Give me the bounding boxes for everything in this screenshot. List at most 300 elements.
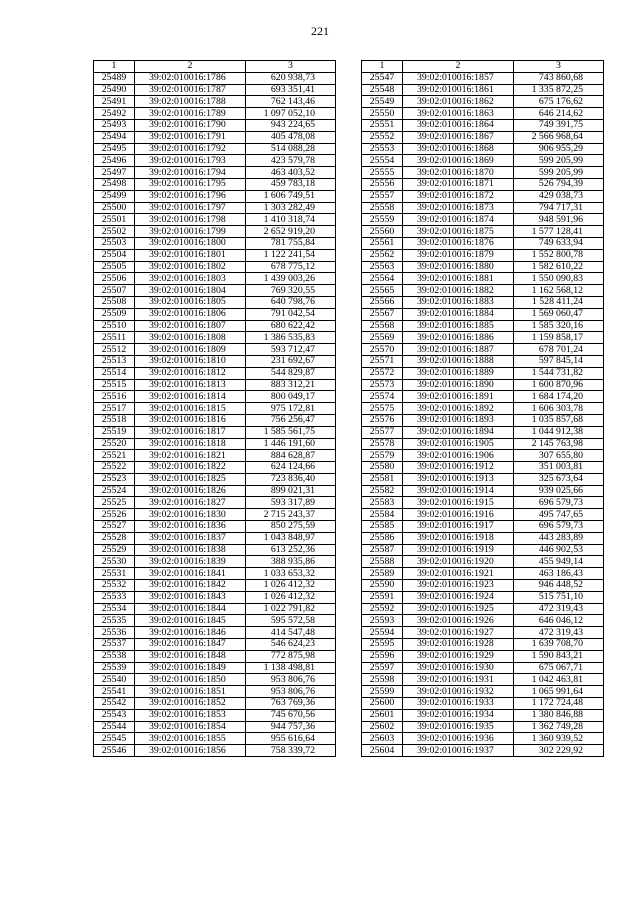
cadastral-number: 39:02:010016:1804 (135, 285, 246, 297)
cadastral-number: 39:02:010016:1905 (403, 438, 514, 450)
cadastral-number: 39:02:010016:1876 (403, 237, 514, 249)
table-row (94, 462, 336, 474)
row-number: 25501 (94, 214, 135, 226)
table-row (362, 155, 604, 167)
table-row (94, 167, 336, 179)
cadastral-number: 39:02:010016:1919 (403, 544, 514, 556)
row-number: 25551 (362, 119, 403, 131)
table-row (362, 178, 604, 190)
value-cell: 1 043 848,97 (246, 532, 336, 544)
cadastral-number: 39:02:010016:1855 (135, 733, 246, 745)
table-row (362, 131, 604, 143)
cadastral-number: 39:02:010016:1872 (403, 190, 514, 202)
value-cell: 678 701,24 (514, 344, 604, 356)
value-cell: 463 186,43 (514, 568, 604, 580)
table-row (362, 674, 604, 686)
column-header-cadastral: 2 (135, 61, 246, 73)
value-cell: 883 312,21 (246, 379, 336, 391)
value-cell: 675 176,62 (514, 96, 604, 108)
value-cell: 772 875,98 (246, 650, 336, 662)
value-cell: 526 794,39 (514, 178, 604, 190)
table-row (362, 450, 604, 462)
table-row (362, 214, 604, 226)
row-number: 25524 (94, 485, 135, 497)
table-row (362, 273, 604, 285)
value-cell: 2 145 763,98 (514, 438, 604, 450)
value-cell: 756 256,47 (246, 414, 336, 426)
table-row (362, 580, 604, 592)
cadastral-number: 39:02:010016:1932 (403, 686, 514, 698)
table-row (94, 108, 336, 120)
value-cell: 743 860,68 (514, 72, 604, 84)
cadastral-number: 39:02:010016:1935 (403, 721, 514, 733)
value-cell: 597 845,14 (514, 355, 604, 367)
value-cell: 624 124,66 (246, 462, 336, 474)
row-number: 25520 (94, 438, 135, 450)
cadastral-number: 39:02:010016:1850 (135, 674, 246, 686)
cadastral-number: 39:02:010016:1846 (135, 627, 246, 639)
table-row (362, 544, 604, 556)
row-number: 25594 (362, 627, 403, 639)
row-number: 25591 (362, 591, 403, 603)
value-cell: 1 600 870,96 (514, 379, 604, 391)
table-row (362, 721, 604, 733)
table-row (94, 532, 336, 544)
table-row (94, 745, 336, 757)
cadastral-number: 39:02:010016:1814 (135, 391, 246, 403)
table-row (362, 426, 604, 438)
table-row (94, 308, 336, 320)
table-row (94, 285, 336, 297)
value-cell: 472 319,43 (514, 627, 604, 639)
value-cell: 943 224,65 (246, 119, 336, 131)
table-row (362, 639, 604, 651)
cadastral-number: 39:02:010016:1912 (403, 462, 514, 474)
value-cell: 455 949,14 (514, 556, 604, 568)
row-number: 25539 (94, 662, 135, 674)
value-cell: 459 783,18 (246, 178, 336, 190)
value-cell: 693 351,41 (246, 84, 336, 96)
value-cell: 794 717,31 (514, 202, 604, 214)
cadastral-number: 39:02:010016:1870 (403, 167, 514, 179)
value-cell: 1 303 282,49 (246, 202, 336, 214)
table-row (362, 367, 604, 379)
value-cell: 1 044 912,38 (514, 426, 604, 438)
row-number: 25512 (94, 344, 135, 356)
row-number: 25599 (362, 686, 403, 698)
value-cell: 1 042 463,81 (514, 674, 604, 686)
value-cell: 351 003,81 (514, 462, 604, 474)
value-cell: 1 552 800,78 (514, 249, 604, 261)
table-row (94, 296, 336, 308)
cadastral-number: 39:02:010016:1826 (135, 485, 246, 497)
row-number: 25496 (94, 155, 135, 167)
row-number: 25540 (94, 674, 135, 686)
row-number: 25493 (94, 119, 135, 131)
table-row (362, 379, 604, 391)
row-number: 25535 (94, 615, 135, 627)
row-number: 25528 (94, 532, 135, 544)
value-cell: 1 162 568,12 (514, 285, 604, 297)
cadastral-number: 39:02:010016:1817 (135, 426, 246, 438)
table-row (362, 391, 604, 403)
cadastral-number: 39:02:010016:1862 (403, 96, 514, 108)
table-row (94, 237, 336, 249)
row-number: 25504 (94, 249, 135, 261)
row-number: 25593 (362, 615, 403, 627)
table-row (362, 556, 604, 568)
table-row (362, 143, 604, 155)
table-row (362, 296, 604, 308)
value-cell: 1 122 241,54 (246, 249, 336, 261)
table-row (362, 568, 604, 580)
row-number: 25502 (94, 226, 135, 238)
cadastral-number: 39:02:010016:1915 (403, 497, 514, 509)
row-number: 25492 (94, 108, 135, 120)
value-cell: 1 022 791,82 (246, 603, 336, 615)
table-row (362, 532, 604, 544)
table-row (94, 639, 336, 651)
row-number: 25545 (94, 733, 135, 745)
table-row (94, 733, 336, 745)
row-number: 25547 (362, 72, 403, 84)
row-number: 25514 (94, 367, 135, 379)
table-row (94, 485, 336, 497)
value-cell: 1 439 003,26 (246, 273, 336, 285)
cadastral-number: 39:02:010016:1815 (135, 403, 246, 415)
value-cell: 463 403,52 (246, 167, 336, 179)
cadastral-number: 39:02:010016:1879 (403, 249, 514, 261)
value-cell: 446 902,53 (514, 544, 604, 556)
table-row (94, 84, 336, 96)
row-number: 25522 (94, 462, 135, 474)
value-cell: 953 806,76 (246, 674, 336, 686)
cadastral-number: 39:02:010016:1869 (403, 155, 514, 167)
table-row (362, 84, 604, 96)
cadastral-number: 39:02:010016:1931 (403, 674, 514, 686)
table-row (94, 403, 336, 415)
value-cell: 495 747,65 (514, 509, 604, 521)
row-number: 25534 (94, 603, 135, 615)
cadastral-number: 39:02:010016:1838 (135, 544, 246, 556)
cadastral-number: 39:02:010016:1794 (135, 167, 246, 179)
cadastral-number: 39:02:010016:1868 (403, 143, 514, 155)
value-cell: 1 606 303,78 (514, 403, 604, 415)
table-row (94, 473, 336, 485)
table-row (362, 414, 604, 426)
value-cell: 675 067,71 (514, 662, 604, 674)
value-cell: 1 639 708,70 (514, 639, 604, 651)
table-row (94, 497, 336, 509)
cadastral-number: 39:02:010016:1795 (135, 178, 246, 190)
table-row (94, 568, 336, 580)
table-row (94, 391, 336, 403)
cadastral-number: 39:02:010016:1839 (135, 556, 246, 568)
table-row (362, 72, 604, 84)
table-row (94, 591, 336, 603)
value-cell: 2 715 243,37 (246, 509, 336, 521)
value-cell: 696 579,73 (514, 497, 604, 509)
row-number: 25529 (94, 544, 135, 556)
cadastral-number: 39:02:010016:1845 (135, 615, 246, 627)
cadastral-number: 39:02:010016:1888 (403, 355, 514, 367)
column-header-value: 3 (246, 61, 336, 73)
column-header-number: 1 (94, 61, 135, 73)
table-row (362, 686, 604, 698)
cadastral-number: 39:02:010016:1893 (403, 414, 514, 426)
table-row (94, 202, 336, 214)
cadastral-number: 39:02:010016:1786 (135, 72, 246, 84)
row-number: 25576 (362, 414, 403, 426)
table-row (94, 261, 336, 273)
row-number: 25515 (94, 379, 135, 391)
row-number: 25491 (94, 96, 135, 108)
row-number: 25490 (94, 84, 135, 96)
table-row (362, 249, 604, 261)
cadastral-number: 39:02:010016:1801 (135, 249, 246, 261)
cadastral-number: 39:02:010016:1841 (135, 568, 246, 580)
row-number: 25562 (362, 249, 403, 261)
table-row (94, 320, 336, 332)
cadastral-number: 39:02:010016:1799 (135, 226, 246, 238)
value-cell: 1 446 191,60 (246, 438, 336, 450)
row-number: 25537 (94, 639, 135, 651)
row-number: 25564 (362, 273, 403, 285)
row-number: 25575 (362, 403, 403, 415)
value-cell: 1 550 090,83 (514, 273, 604, 285)
value-cell: 696 579,73 (514, 521, 604, 533)
table-row (362, 615, 604, 627)
table-row (94, 214, 336, 226)
row-number: 25580 (362, 462, 403, 474)
row-number: 25604 (362, 745, 403, 757)
table-row (362, 344, 604, 356)
table-row (94, 155, 336, 167)
cadastral-number: 39:02:010016:1917 (403, 521, 514, 533)
cadastral-number: 39:02:010016:1802 (135, 261, 246, 273)
value-cell: 1 585 320,16 (514, 320, 604, 332)
cadastral-number: 39:02:010016:1867 (403, 131, 514, 143)
row-number: 25598 (362, 674, 403, 686)
value-cell: 640 798,76 (246, 296, 336, 308)
left-table (93, 60, 336, 757)
row-number: 25563 (362, 261, 403, 273)
column-header-number: 1 (362, 61, 403, 73)
value-cell: 302 229,92 (514, 745, 604, 757)
table-row (362, 497, 604, 509)
cadastral-number: 39:02:010016:1843 (135, 591, 246, 603)
table-row (94, 450, 336, 462)
row-number: 25558 (362, 202, 403, 214)
cadastral-number: 39:02:010016:1854 (135, 721, 246, 733)
cadastral-number: 39:02:010016:1842 (135, 580, 246, 592)
row-number: 25541 (94, 686, 135, 698)
row-number: 25542 (94, 698, 135, 710)
cadastral-number: 39:02:010016:1884 (403, 308, 514, 320)
value-cell: 1 335 872,25 (514, 84, 604, 96)
cadastral-number: 39:02:010016:1788 (135, 96, 246, 108)
cadastral-number: 39:02:010016:1792 (135, 143, 246, 155)
cadastral-number: 39:02:010016:1892 (403, 403, 514, 415)
cadastral-number: 39:02:010016:1856 (135, 745, 246, 757)
value-cell: 595 572,58 (246, 615, 336, 627)
value-cell: 1 544 731,82 (514, 367, 604, 379)
table-row (94, 226, 336, 238)
value-cell: 646 046,12 (514, 615, 604, 627)
cadastral-number: 39:02:010016:1875 (403, 226, 514, 238)
table-row (362, 261, 604, 273)
cadastral-number: 39:02:010016:1812 (135, 367, 246, 379)
value-cell: 515 751,10 (514, 591, 604, 603)
row-number: 25587 (362, 544, 403, 556)
value-cell: 544 829,87 (246, 367, 336, 379)
row-number: 25571 (362, 355, 403, 367)
cadastral-number: 39:02:010016:1880 (403, 261, 514, 273)
table-row (362, 320, 604, 332)
column-header-value: 3 (514, 61, 604, 73)
row-number: 25548 (362, 84, 403, 96)
cadastral-number: 39:02:010016:1847 (135, 639, 246, 651)
row-number: 25581 (362, 473, 403, 485)
cadastral-number: 39:02:010016:1863 (403, 108, 514, 120)
cadastral-number: 39:02:010016:1937 (403, 745, 514, 757)
row-number: 25560 (362, 226, 403, 238)
cadastral-number: 39:02:010016:1837 (135, 532, 246, 544)
value-cell: 2 566 968,64 (514, 131, 604, 143)
cadastral-number: 39:02:010016:1874 (403, 214, 514, 226)
table-row (94, 709, 336, 721)
table-row (362, 332, 604, 344)
value-cell: 850 275,59 (246, 521, 336, 533)
cadastral-number: 39:02:010016:1821 (135, 450, 246, 462)
cadastral-number: 39:02:010016:1830 (135, 509, 246, 521)
table-row (94, 426, 336, 438)
table-row (94, 580, 336, 592)
table-row (362, 237, 604, 249)
table-row (362, 108, 604, 120)
row-number: 25518 (94, 414, 135, 426)
row-number: 25569 (362, 332, 403, 344)
cadastral-number: 39:02:010016:1805 (135, 296, 246, 308)
table-row (94, 119, 336, 131)
value-cell: 955 616,64 (246, 733, 336, 745)
table-row (362, 473, 604, 485)
row-number: 25517 (94, 403, 135, 415)
cadastral-number: 39:02:010016:1887 (403, 344, 514, 356)
value-cell: 1 097 052,10 (246, 108, 336, 120)
cadastral-number: 39:02:010016:1816 (135, 414, 246, 426)
row-number: 25570 (362, 344, 403, 356)
value-cell: 899 021,31 (246, 485, 336, 497)
cadastral-number: 39:02:010016:1885 (403, 320, 514, 332)
cadastral-number: 39:02:010016:1789 (135, 108, 246, 120)
row-number: 25546 (94, 745, 135, 757)
row-number: 25499 (94, 190, 135, 202)
row-number: 25589 (362, 568, 403, 580)
value-cell: 678 775,12 (246, 261, 336, 273)
table-row (94, 96, 336, 108)
cadastral-number: 39:02:010016:1906 (403, 450, 514, 462)
cadastral-number: 39:02:010016:1810 (135, 355, 246, 367)
row-number: 25489 (94, 72, 135, 84)
row-number: 25553 (362, 143, 403, 155)
cadastral-number: 39:02:010016:1920 (403, 556, 514, 568)
row-number: 25578 (362, 438, 403, 450)
row-number: 25509 (94, 308, 135, 320)
value-cell: 1 360 939,52 (514, 733, 604, 745)
value-cell: 680 622,42 (246, 320, 336, 332)
row-number: 25556 (362, 178, 403, 190)
row-number: 25601 (362, 709, 403, 721)
row-number: 25586 (362, 532, 403, 544)
row-number: 25532 (94, 580, 135, 592)
row-number: 25600 (362, 698, 403, 710)
value-cell: 231 692,67 (246, 355, 336, 367)
row-number: 25536 (94, 627, 135, 639)
cadastral-number: 39:02:010016:1916 (403, 509, 514, 521)
cadastral-number: 39:02:010016:1881 (403, 273, 514, 285)
table-row (94, 72, 336, 84)
value-cell: 1 138 498,81 (246, 662, 336, 674)
table-row (94, 332, 336, 344)
value-cell: 946 448,52 (514, 580, 604, 592)
value-cell: 1 577 128,41 (514, 226, 604, 238)
table-row (94, 521, 336, 533)
value-cell: 443 283,89 (514, 532, 604, 544)
table-row (94, 698, 336, 710)
cadastral-number: 39:02:010016:1930 (403, 662, 514, 674)
table-row (362, 285, 604, 297)
row-number: 25497 (94, 167, 135, 179)
row-number: 25574 (362, 391, 403, 403)
value-cell: 723 836,40 (246, 473, 336, 485)
cadastral-number: 39:02:010016:1787 (135, 84, 246, 96)
table-row (94, 438, 336, 450)
row-number: 25557 (362, 190, 403, 202)
table-row (94, 143, 336, 155)
table-row (94, 178, 336, 190)
cadastral-number: 39:02:010016:1809 (135, 344, 246, 356)
value-cell: 800 049,17 (246, 391, 336, 403)
cadastral-number: 39:02:010016:1807 (135, 320, 246, 332)
row-number: 25503 (94, 237, 135, 249)
table-row (362, 190, 604, 202)
table-row (362, 202, 604, 214)
value-cell: 749 633,94 (514, 237, 604, 249)
value-cell: 429 038,73 (514, 190, 604, 202)
value-cell: 620 938,73 (246, 72, 336, 84)
row-number: 25583 (362, 497, 403, 509)
value-cell: 1 410 318,74 (246, 214, 336, 226)
row-number: 25584 (362, 509, 403, 521)
value-cell: 1 569 060,47 (514, 308, 604, 320)
row-number: 25597 (362, 662, 403, 674)
row-number: 25554 (362, 155, 403, 167)
cadastral-number: 39:02:010016:1925 (403, 603, 514, 615)
row-number: 25494 (94, 131, 135, 143)
table-row (362, 591, 604, 603)
cadastral-number: 39:02:010016:1822 (135, 462, 246, 474)
value-cell: 546 624,23 (246, 639, 336, 651)
row-number: 25544 (94, 721, 135, 733)
value-cell: 646 214,62 (514, 108, 604, 120)
value-cell: 749 391,75 (514, 119, 604, 131)
value-cell: 388 935,86 (246, 556, 336, 568)
value-cell: 781 755,84 (246, 237, 336, 249)
cadastral-number: 39:02:010016:1844 (135, 603, 246, 615)
table-row (94, 674, 336, 686)
table-row (362, 462, 604, 474)
